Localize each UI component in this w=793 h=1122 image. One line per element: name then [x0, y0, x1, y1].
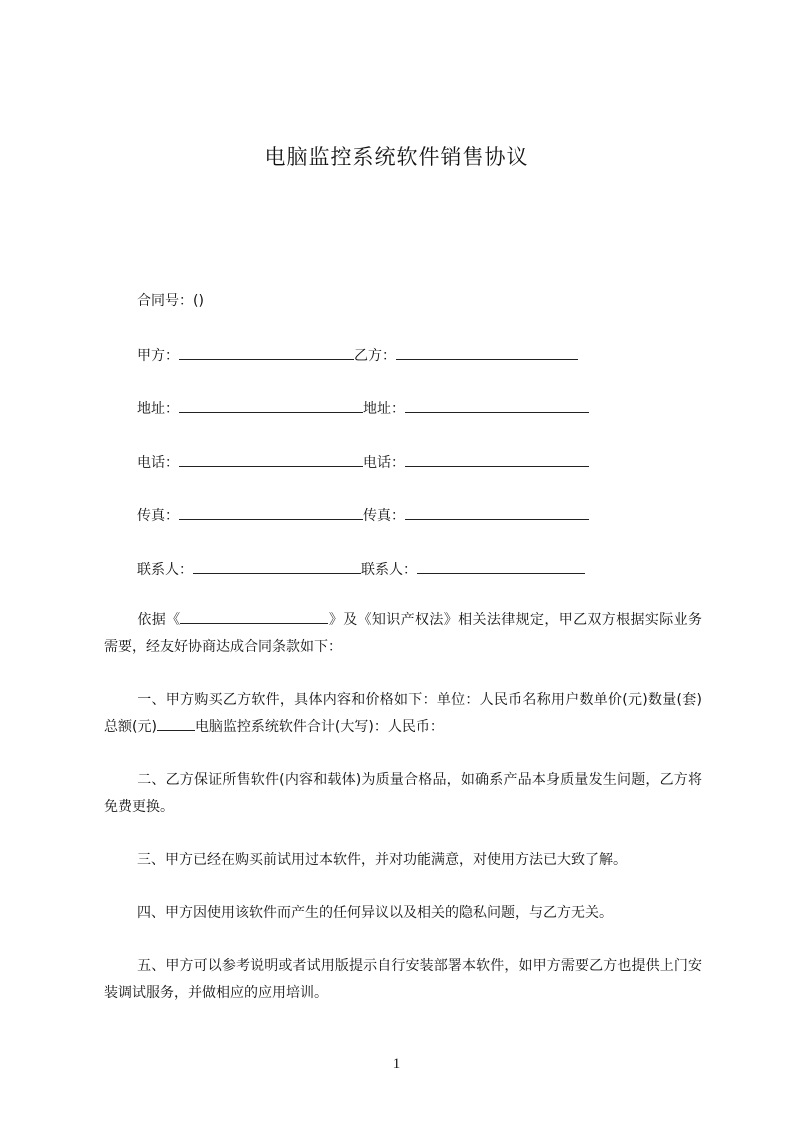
- contact-label-a: 联系人：: [137, 562, 193, 578]
- fax-line: [137, 505, 589, 526]
- clause-3-text: 三、甲方已经在购买前试用过本软件，并对功能满意，对使用方法已大致了解。: [137, 852, 627, 868]
- contact-b-blank[interactable]: [417, 559, 585, 574]
- address-label-a: 地址：: [137, 401, 179, 417]
- clause-3-paragraph: [104, 847, 702, 874]
- page-number: 1: [392, 1056, 401, 1072]
- address-b-blank[interactable]: [405, 398, 589, 413]
- fax-b-blank[interactable]: [405, 505, 589, 520]
- fax-label-a: 传真：: [137, 508, 179, 524]
- party-a-label: 甲方：: [137, 348, 179, 364]
- party-b-blank[interactable]: [396, 345, 578, 360]
- document-title: 电脑监控系统软件销售协议: [264, 145, 529, 169]
- phone-a-blank[interactable]: [179, 452, 363, 467]
- clause-1-paragraph: [104, 687, 702, 741]
- preamble-suffix: 》及《知识产权法》相关法律规定，甲乙双方根据实际业务需要，经友好协商达成合同条款如下：: [104, 612, 703, 655]
- clause-2-paragraph: [104, 767, 702, 821]
- contact-a-blank[interactable]: [193, 559, 361, 574]
- contact-label-b: 联系人：: [361, 562, 417, 578]
- clause-1-prefix: 一、甲方购买乙方软件，具体内容和价格如下：单位：人民币名称用户数单价(元)数量(套)总额(元): [104, 692, 702, 735]
- phone-label-b: 电话：: [363, 455, 405, 471]
- address-line: [137, 398, 589, 419]
- party-a-blank[interactable]: [179, 345, 354, 360]
- clause-4-paragraph: [104, 900, 702, 927]
- party-line: [137, 345, 578, 366]
- preamble-prefix: 依据《: [137, 612, 181, 628]
- clause-5-text: 五、甲方可以参考说明或者试用版提示自行安装部署本软件，如甲方需要乙方也提供上门安装调试服务，并做相应的应用培训。: [104, 958, 702, 1001]
- clause-5-paragraph: [104, 953, 702, 1007]
- fax-label-b: 传真：: [363, 508, 405, 524]
- address-label-b: 地址：: [363, 401, 405, 417]
- phone-label-a: 电话：: [137, 455, 179, 471]
- fax-a-blank[interactable]: [179, 505, 363, 520]
- preamble-paragraph: [104, 607, 702, 661]
- clause-1-blank[interactable]: [157, 716, 195, 731]
- phone-b-blank[interactable]: [405, 452, 589, 467]
- party-b-label: 乙方：: [354, 348, 396, 364]
- clause-1-suffix: 电脑监控系统软件合计(大写)：人民币：: [194, 719, 444, 735]
- clause-4-text: 四、甲方因使用该软件而产生的任何异议以及相关的隐私问题，与乙方无关。: [137, 905, 613, 921]
- preamble-law-blank[interactable]: [180, 609, 328, 624]
- contact-line: [137, 559, 585, 580]
- clause-2-text: 二、乙方保证所售软件(内容和载体)为质量合格品，如确系产品本身质量发生问题，乙方将免费更换。: [104, 772, 702, 815]
- contract-number-label: 合同号：(): [137, 293, 204, 309]
- address-a-blank[interactable]: [179, 398, 363, 413]
- contract-number-line: [137, 291, 204, 311]
- phone-line: [137, 452, 589, 473]
